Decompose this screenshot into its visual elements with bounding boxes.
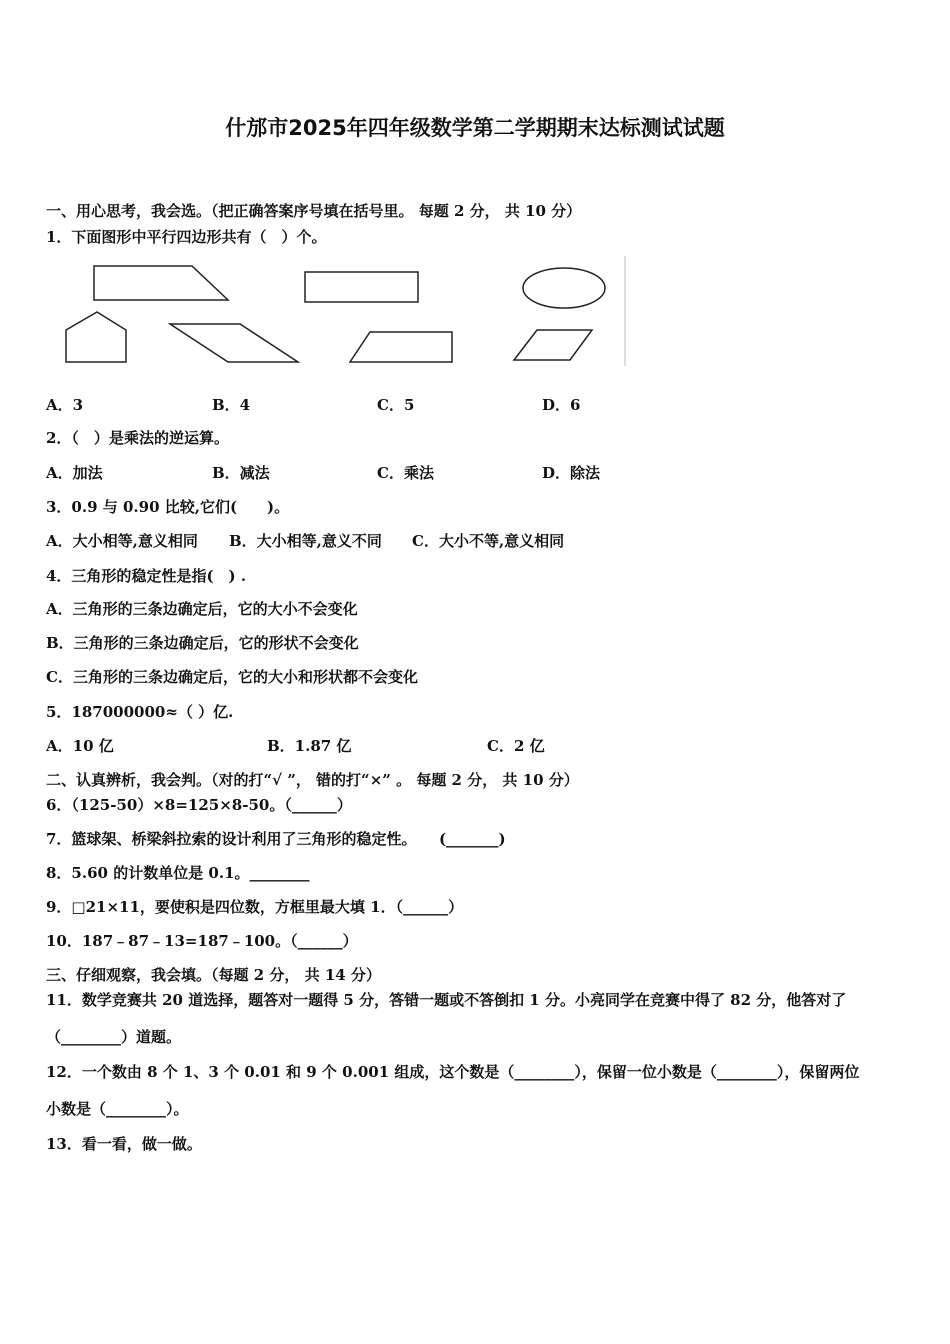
question-1: 1．下面图形中平行四边形共有（ ）个。 bbox=[46, 228, 327, 246]
q4-option-c: C．三角形的三条边确定后，它的大小和形状都不会变化 bbox=[46, 668, 418, 686]
question-3: 3．0.9 与 0.90 比较,它们( )。 bbox=[46, 498, 290, 516]
q4-option-a: A．三角形的三条边确定后，它的大小不会变化 bbox=[46, 600, 358, 618]
trapezoid-shape-2 bbox=[350, 332, 452, 362]
q2-option-d: D．除法 bbox=[542, 464, 601, 482]
question-11-line-1: 11．数学竞赛共 20 道选择，题答对一题得 5 分，答错一题或不答倒扣 1 分。小亮同学在竞赛中得了 82 分，他答对了 bbox=[46, 991, 847, 1009]
q1-option-a: A．3 bbox=[46, 396, 84, 414]
q5-option-a: A．10 亿 bbox=[46, 737, 114, 755]
section-1-heading: 一、用心思考，我会选。（把正确答案序号填在括号里。 每题 2 分， 共 10 分） bbox=[46, 202, 582, 220]
question-4: 4．三角形的稳定性是指( ) . bbox=[46, 567, 247, 585]
question-9: 9．□21×11，要使积是四位数，方框里最大填 1．（______） bbox=[46, 898, 464, 916]
parallelogram-shape-2 bbox=[514, 330, 592, 360]
q3-option-a: A．大小相等,意义相同 bbox=[46, 532, 198, 550]
q5-option-c: C．2 亿 bbox=[487, 737, 545, 755]
section-2-heading: 二、认真辨析，我会判。（对的打“√ ”， 错的打“×” 。 每题 2 分， 共 10 分） bbox=[46, 771, 579, 789]
question-13: 13．看一看，做一做。 bbox=[46, 1135, 202, 1153]
q5-option-b: B．1.87 亿 bbox=[267, 737, 352, 755]
question-7: 7．篮球架、桥梁斜拉索的设计利用了三角形的稳定性。 (_______) bbox=[46, 830, 506, 848]
q1-option-d: D．6 bbox=[542, 396, 581, 414]
question-6: 6．（125-50）×8=125×8-50。（______） bbox=[46, 796, 352, 814]
question-10: 10．187﹣87﹣13=187﹣100。（______） bbox=[46, 932, 358, 950]
parallelogram-shape-1 bbox=[170, 324, 298, 362]
page-title: 什邡市2025年四年级数学第二学期期末达标测试试题 bbox=[225, 116, 725, 140]
q3-option-b: B．大小相等,意义不同 bbox=[229, 532, 382, 550]
q2-option-c: C．乘法 bbox=[377, 464, 434, 482]
section-3-heading: 三、仔细观察，我会填。（每题 2 分， 共 14 分） bbox=[46, 966, 381, 984]
trapezoid-shape bbox=[94, 266, 228, 300]
q1-option-b: B．4 bbox=[212, 396, 251, 414]
pentagon-shape bbox=[66, 312, 126, 362]
question-12-line-1: 12．一个数由 8 个 1、3 个 0.01 和 9 个 0.001 组成，这个数是（________），保留一位小数是（________），保留两位 bbox=[46, 1063, 860, 1081]
question-11-line-2: （________）道题。 bbox=[46, 1028, 182, 1046]
question-2: 2．（ ）是乘法的逆运算。 bbox=[46, 429, 229, 447]
q3-option-c: C．大小不等,意义相同 bbox=[412, 532, 565, 550]
rectangle-shape bbox=[305, 272, 418, 302]
q2-option-b: B．减法 bbox=[212, 464, 270, 482]
q4-option-b: B．三角形的三条边确定后，它的形状不会变化 bbox=[46, 634, 359, 652]
question-5: 5．187000000≈（ ）亿. bbox=[46, 703, 234, 721]
question-12-line-2: 小数是（________）。 bbox=[46, 1100, 189, 1118]
shapes-figure bbox=[40, 252, 640, 370]
q1-option-c: C．5 bbox=[377, 396, 415, 414]
q2-option-a: A．加法 bbox=[46, 464, 103, 482]
ellipse-shape bbox=[523, 268, 605, 308]
question-8: 8．5.60 的计数单位是 0.1。________ bbox=[46, 864, 310, 882]
